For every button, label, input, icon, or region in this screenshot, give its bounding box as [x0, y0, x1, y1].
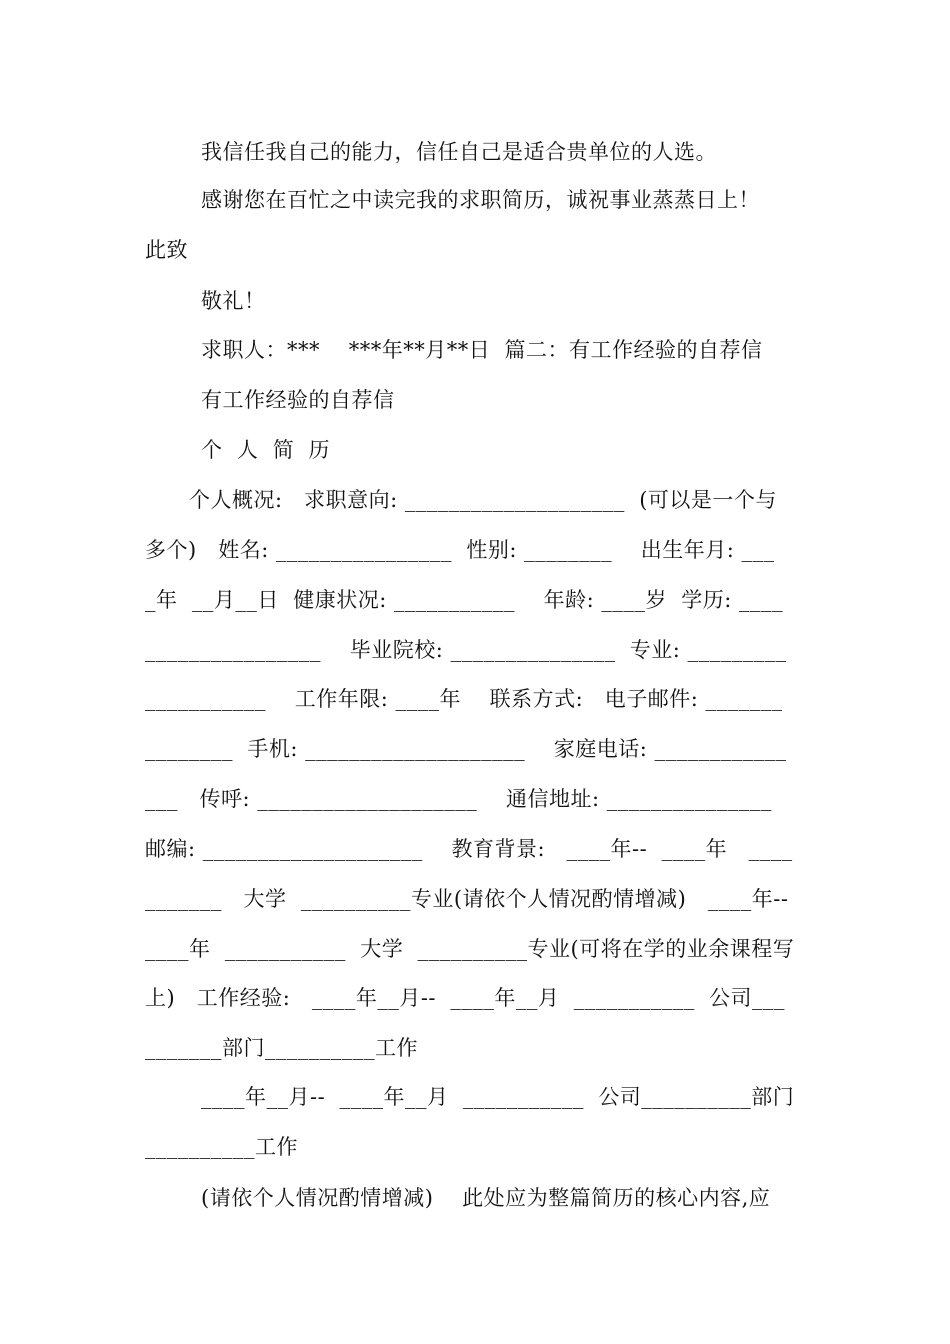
text-line: (请依个人情况酌情增减) 此处应为整篇简历的核心内容,应 [201, 1186, 771, 1210]
text-line: 我信任我自己的能力，信任自己是适合贵单位的人选。 [201, 140, 717, 164]
text-line: ________________ 毕业院校: _______________ 专业: _________ [145, 638, 787, 662]
section-heading: 个 人 简 历 [201, 438, 331, 462]
text-line: ___ 传呼: ____________________ 通信地址: _______________ [145, 787, 772, 811]
text-line: 感谢您在百忙之中读完我的求职简历，诚祝事业蒸蒸日上！ [201, 188, 760, 212]
text-line: 邮编: ____________________ 教育背景: ____年-- ____年 ____ [145, 837, 793, 861]
text-line: 求职人：*** ***年**月**日 篇二：有工作经验的自荐信 [201, 338, 763, 362]
text-line: 此致 [145, 238, 188, 262]
text-line: 多个) 姓名: ________________ 性别: ________ 出生年月: ___ [145, 538, 775, 562]
text-line: 有工作经验的自荐信 [201, 388, 395, 412]
text-line: ________ 手机: ____________________ 家庭电话: ____________ [145, 737, 787, 761]
text-line: _______部门__________工作 [145, 1036, 418, 1060]
text-line: 上) 工作经验: ____年__月-- ____年__月 ___________ 公司___ [145, 986, 786, 1010]
text-line: ____年__月-- ____年__月 ___________ 公司__________部门 [201, 1085, 795, 1109]
text-line: 个人概况: 求职意向: ____________________ (可以是一个与 [189, 488, 777, 512]
text-line: 敬礼！ [201, 289, 266, 313]
text-line: _年 __月__日 健康状况: ___________ 年龄: ____岁 学历: ____ [145, 588, 784, 612]
text-line: ____年 ___________ 大学 __________专业(可将在学的业余课程写 [145, 937, 795, 961]
text-line: ___________ 工作年限: ____年 联系方式: 电子邮件: _______ [145, 687, 783, 711]
text-line: _______ 大学 __________专业(请依个人情况酌情增减) ____年-- [145, 887, 789, 911]
text-line: __________工作 [145, 1135, 298, 1159]
